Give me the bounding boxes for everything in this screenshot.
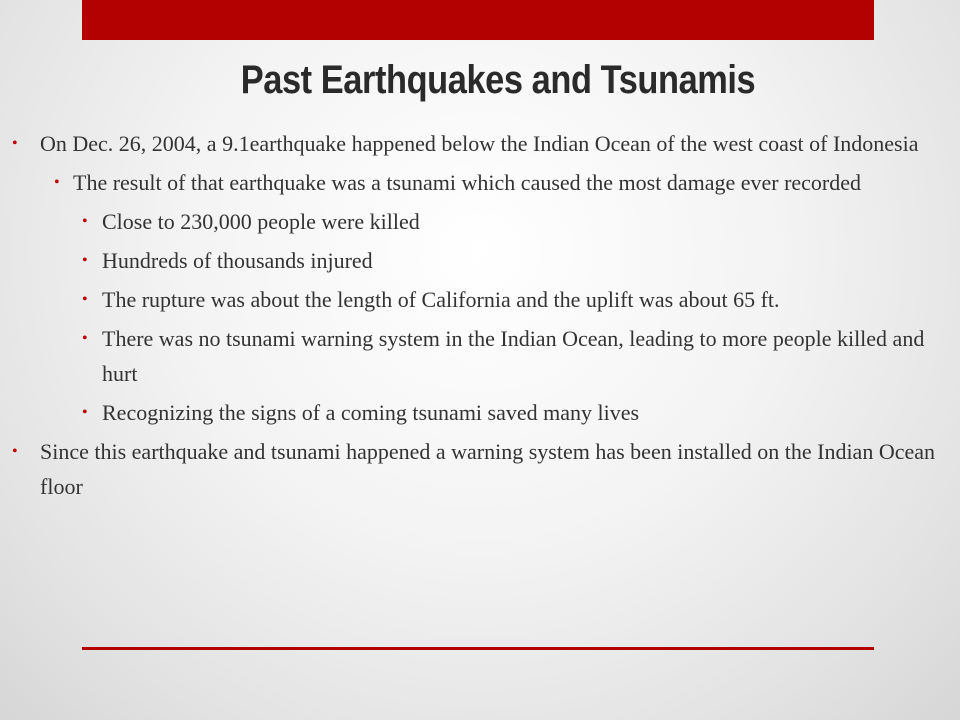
bullet-item [0,434,950,504]
bullet-text: There was no tsunami warning system in the Indian Ocean, leading to more people killed and hurt [102,326,925,386]
bullet-dot-icon: • [12,135,18,152]
sub-sub-bullet-item [0,321,950,391]
bullet-text: Hundreds of thousands injured [102,248,373,273]
sub-sub-bullet-item [0,204,950,239]
bottom-accent-line [82,647,874,650]
bullet-text: Recognizing the signs of a coming tsunami saved many lives [102,400,640,425]
slide-title: Past Earthquakes and Tsunamis [240,58,756,102]
bullet-dot-icon: • [82,291,88,308]
bullet-text: On Dec. 26, 2004, a 9.1earthquake happened below the Indian Ocean of the west coast of Indonesia [40,131,919,156]
bullet-dot-icon: • [54,174,60,191]
bullet-text: Since this earthquake and tsunami happened a warning system has been installed on the Indian Ocean floor [40,439,936,499]
slide-body [0,126,950,508]
sub-bullet-item [0,165,950,200]
sub-sub-bullet-item [0,395,950,430]
bullet-text: The result of that earthquake was a tsunami which caused the most damage ever recorded [73,170,862,195]
top-accent-bar [82,0,874,40]
bullet-dot-icon: • [82,330,88,347]
bullet-text: Close to 230,000 people were killed [102,209,420,234]
bullet-dot-icon: • [82,404,88,421]
bullet-dot-icon: • [82,252,88,269]
bullet-item [0,126,950,161]
bullet-dot-icon: • [12,443,18,460]
bullet-dot-icon: • [82,213,88,230]
sub-sub-bullet-item [0,282,950,317]
bullet-text: The rupture was about the length of California and the uplift was about 65 ft. [102,287,780,312]
sub-sub-bullet-item [0,243,950,278]
